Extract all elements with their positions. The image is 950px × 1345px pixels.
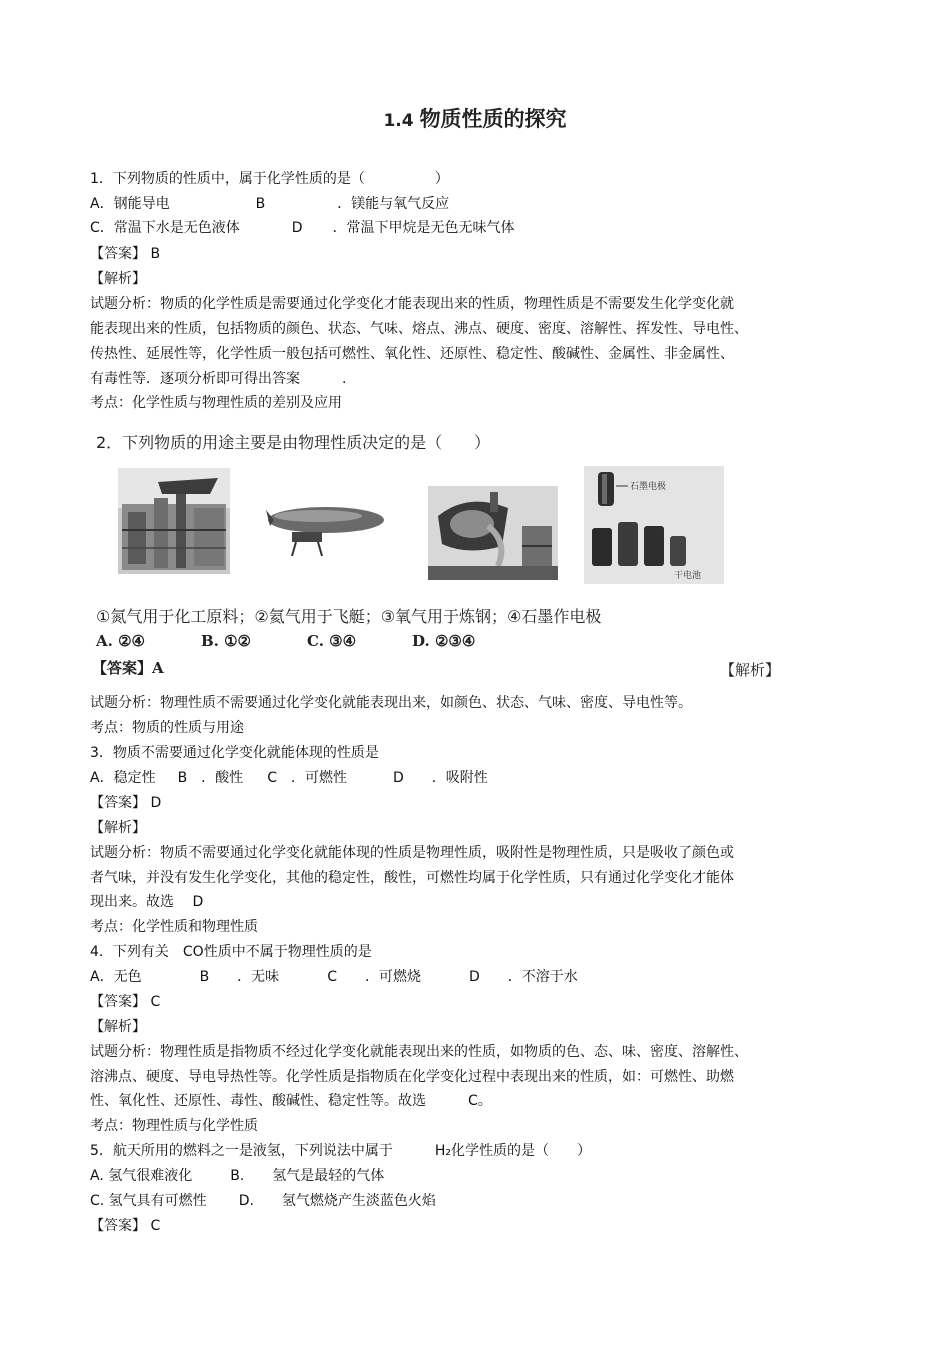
q2-options — [96, 632, 475, 650]
q2-option-a: A. ②④ — [96, 632, 145, 650]
q1-options-ab — [90, 194, 449, 214]
graphite-electrode-image — [584, 466, 724, 584]
q2-answer: 【答案】A — [92, 659, 164, 677]
q2-option-d: D. ②③④ — [412, 632, 476, 650]
q3-analysis-line: 试题分析：物质不需要通过化学变化就能体现的性质是物理性质，吸附性是物理性质，只是吸收了颜色或 — [90, 845, 734, 861]
q1-point: 考点：化学性质与物理性质的差别及应用 — [90, 395, 342, 411]
q2-illustration — [118, 466, 738, 586]
q1-options-cd — [90, 218, 515, 238]
q3-option-c: C ．可燃性 — [267, 770, 347, 786]
q4-analysis-label: 【解析】 — [90, 1019, 146, 1035]
q3-option-d: D ．吸附性 — [392, 770, 488, 786]
q4-option-a: A．无色 — [90, 969, 142, 985]
q1-analysis-line: 能表现出来的性质，包括物质的颜色、状态、气味、熔点、沸点、硬度、密度、溶解性、挥发性、导电性、 — [90, 321, 748, 337]
q5-option-b: B. 氢气是最轻的气体 — [230, 1168, 385, 1184]
q4-point: 考点：物理性质与化学性质 — [90, 1118, 258, 1134]
q1-option-b-letter: B — [255, 196, 266, 212]
q1-option-b: ．镁能与氧气反应 — [337, 196, 450, 212]
q5-option-d: D. 氢气燃烧产生淡蓝色火焰 — [238, 1193, 436, 1209]
q3-point: 考点：化学性质和物理性质 — [90, 919, 258, 935]
page-title — [0, 103, 950, 133]
q4-analysis-line: 溶沸点、硬度、导电导热性等。化学性质是指物质在化学变化过程中表现出来的性质，如：可燃性、助燃 — [90, 1069, 734, 1085]
q1-option-d-letter: D — [291, 220, 303, 236]
q2-analysis: 试题分析：物理性质不需要通过化学变化就能表现出来，如颜色、状态、气味、密度、导电性等。 — [90, 695, 692, 711]
q3-analysis-line: 者气味，并没有发生化学变化，其他的稳定性，酸性，可燃性均属于化学性质，只有通过化学变化才能体 — [90, 870, 734, 886]
q5-options-ab — [90, 1166, 384, 1186]
q2-items: ①氮气用于化工原料；②氦气用于飞艇；③氧气用于炼钢；④石墨作电极 — [96, 607, 602, 626]
q1-analysis-line: 试题分析：物质的化学性质是需要通过化学变化才能表现出来的性质，物理性质是不需要发生化学变化就 — [90, 296, 734, 312]
q4-options — [90, 967, 578, 987]
q1-option-c: C．常温下水是无色液体 — [90, 220, 240, 236]
q5-option-a: A. 氢气很难液化 — [90, 1168, 193, 1184]
q5-stem: 5．航天所用的燃料之一是液氢，下列说法中属于 H₂化学性质的是（ ） — [90, 1143, 592, 1159]
airship-image — [266, 496, 386, 560]
q5-answer: 【答案】 C — [90, 1218, 161, 1234]
q1-analysis-line: 传热性、延展性等，化学性质一般包括可燃性、氧化性、还原性、稳定性、酸碱性、金属性、非金属性、 — [90, 346, 734, 362]
q2-option-c: C. ③④ — [307, 632, 357, 650]
q4-answer: 【答案】 C — [90, 994, 161, 1010]
q3-analysis-line: 现出来。故选 D — [90, 894, 204, 910]
q4-stem: 4．下列有关 CO性质中不属于物理性质的是 — [90, 944, 372, 960]
steelmaking-image — [428, 486, 558, 580]
q3-option-a: A．稳定性 — [90, 770, 156, 786]
q4-option-d: D ．不溶于水 — [468, 969, 578, 985]
graphite-label: 石墨电极 — [630, 482, 667, 492]
q4-analysis-line: 性、氧化性、还原性、毒性、酸碱性、稳定性等。故选 C。 — [90, 1093, 492, 1109]
q4-option-c: C ．可燃烧 — [327, 969, 421, 985]
q2-stem: 2．下列物质的用途主要是由物理性质决定的是（ ） — [96, 433, 491, 452]
q3-options — [90, 768, 488, 788]
q3-answer: 【答案】 D — [90, 795, 162, 811]
q4-analysis-line: 试题分析：物理性质是指物质不经过化学变化就能表现出来的性质，如物质的色、态、味、密度、溶解性、 — [90, 1044, 748, 1060]
q2-option-b: B. ①② — [200, 632, 252, 650]
q4-option-b: B ．无味 — [199, 969, 280, 985]
q3-option-b: B ．酸性 — [177, 770, 244, 786]
q2-analysis-label: 【解析】 — [720, 661, 781, 679]
q5-option-c: C. 氢气具有可燃性 — [90, 1193, 207, 1209]
q1-analysis-line: 有毒性等．逐项分析即可得出答案 . — [90, 371, 347, 387]
q1-option-d: ．常温下甲烷是无色无味气体 — [332, 220, 515, 236]
q5-options-cd — [90, 1191, 436, 1211]
chemical-plant-image — [118, 468, 230, 574]
q2-point: 考点：物质的性质与用途 — [90, 720, 244, 736]
q1-answer: 【答案】 B — [90, 246, 161, 262]
q3-stem: 3．物质不需要通过化学变化就能体现的性质是 — [90, 745, 379, 761]
q1-analysis-label: 【解析】 — [90, 271, 146, 287]
section-number: 1.4 — [383, 111, 414, 131]
q1-stem: 1．下列物质的性质中，属于化学性质的是（ ） — [90, 171, 449, 187]
battery-label: 干电池 — [674, 571, 702, 581]
q1-option-a: A．钢能导电 — [90, 196, 170, 212]
section-title: 物质性质的探究 — [419, 107, 567, 131]
q3-analysis-label: 【解析】 — [90, 820, 146, 836]
